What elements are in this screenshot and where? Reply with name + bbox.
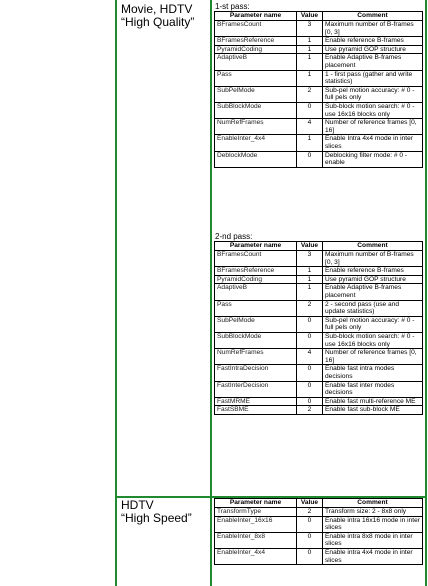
comment-cell: Enable intra 8x8 mode in inter slices bbox=[323, 532, 423, 548]
comment-cell: Enable Adaptive B-frames placement bbox=[323, 54, 423, 70]
parameter-name-cell: PyramidCoding bbox=[215, 275, 297, 284]
comment-cell: Transform size: 2 - 8x8 only bbox=[323, 508, 423, 517]
value-cell: 3 bbox=[297, 21, 323, 37]
table-header-row bbox=[215, 499, 423, 508]
value-cell: 0 bbox=[297, 316, 323, 332]
comment-cell: Sub-pel motion accuracy: # 0 - full pels only bbox=[323, 86, 423, 102]
comment-cell: Enable fast multi-reference ME bbox=[323, 397, 423, 406]
comment-cell: Deblocking filter mode: # 0 - enable bbox=[323, 151, 423, 167]
table-row bbox=[215, 548, 423, 564]
parameter-name-cell: AdaptiveB bbox=[215, 284, 297, 300]
column-header-value: Value bbox=[297, 499, 323, 508]
comment-cell: Sub-block motion search: # 0 - use 16x16 blocks only bbox=[323, 102, 423, 118]
table-body bbox=[215, 21, 423, 168]
comment-cell: Enable reference B-frames bbox=[323, 37, 423, 46]
parameter-name-cell: NumRefFrames bbox=[215, 349, 297, 365]
table-row bbox=[215, 86, 423, 102]
value-cell: 0 bbox=[297, 151, 323, 167]
parameter-name-cell: SubBlockMode bbox=[215, 102, 297, 118]
parameter-name-cell: Pass bbox=[215, 300, 297, 316]
table-border-middle bbox=[210, 0, 212, 586]
parameter-table bbox=[214, 11, 423, 168]
comment-cell: Enable reference B-frames bbox=[323, 267, 423, 276]
value-cell: 1 bbox=[297, 284, 323, 300]
parameter-name-cell: SubBlockMode bbox=[215, 332, 297, 348]
comment-cell: Use pyramid GOP structure bbox=[323, 45, 423, 54]
value-cell: 0 bbox=[297, 548, 323, 564]
table-row bbox=[215, 532, 423, 548]
parameter-name-cell: NumRefFrames bbox=[215, 119, 297, 135]
column-header-value: Value bbox=[297, 12, 323, 21]
value-cell: 4 bbox=[297, 349, 323, 365]
table-row bbox=[215, 365, 423, 381]
table-row bbox=[215, 397, 423, 406]
parameter-name-cell: EnableInter_16x16 bbox=[215, 516, 297, 532]
table-border-left bbox=[115, 0, 117, 586]
table-row bbox=[215, 406, 423, 415]
table-row bbox=[215, 284, 423, 300]
comment-cell: Use pyramid GOP structure bbox=[323, 275, 423, 284]
table-row bbox=[215, 54, 423, 70]
preset-title bbox=[121, 3, 194, 29]
comment-cell: Enable fast intra modes decisions bbox=[323, 365, 423, 381]
value-cell: 2 bbox=[297, 86, 323, 102]
comment-cell: Enable intra 4x4 mode in inter slices bbox=[323, 548, 423, 564]
preset-title-line2: “High Speed” bbox=[121, 511, 192, 525]
table-row bbox=[215, 102, 423, 118]
table-row bbox=[215, 70, 423, 86]
pass-title: 1-st pass: bbox=[215, 2, 250, 11]
table-row bbox=[215, 267, 423, 276]
value-cell: 0 bbox=[297, 365, 323, 381]
value-cell: 0 bbox=[297, 332, 323, 348]
parameter-name-cell: FastIntraDecision bbox=[215, 365, 297, 381]
value-cell: 1 bbox=[297, 267, 323, 276]
comment-cell: Maximum number of B-frames [0, 3] bbox=[323, 251, 423, 267]
column-header-comment: Comment bbox=[323, 499, 423, 508]
comment-cell: Number of reference frames [0, 16] bbox=[323, 119, 423, 135]
table-header-row bbox=[215, 242, 423, 251]
parameter-name-cell: SubPelMode bbox=[215, 86, 297, 102]
parameter-name-cell: SubPelMode bbox=[215, 316, 297, 332]
parameter-name-cell: BFramesReference bbox=[215, 37, 297, 46]
value-cell: 2 bbox=[297, 406, 323, 415]
parameter-name-cell: FastSBME bbox=[215, 406, 297, 415]
preset-title-line1: HDTV bbox=[121, 498, 154, 512]
comment-cell: Sub-pel motion accuracy: # 0 - full pels only bbox=[323, 316, 423, 332]
table-row bbox=[215, 300, 423, 316]
comment-cell: Enable Intra 4x4 mode in inter slices bbox=[323, 135, 423, 151]
comment-cell: Enable Adaptive B-frames placement bbox=[323, 284, 423, 300]
parameter-name-cell: EnableInter_4x4 bbox=[215, 548, 297, 564]
table-row bbox=[215, 332, 423, 348]
comment-cell: Enable intra 16x16 mode in inter slices bbox=[323, 516, 423, 532]
parameter-name-cell: BFramesReference bbox=[215, 267, 297, 276]
value-cell: 2 bbox=[297, 300, 323, 316]
value-cell: 0 bbox=[297, 532, 323, 548]
value-cell: 3 bbox=[297, 251, 323, 267]
value-cell: 0 bbox=[297, 516, 323, 532]
table-row bbox=[215, 37, 423, 46]
parameter-name-cell: AdaptiveB bbox=[215, 54, 297, 70]
pass-title: 2-nd pass: bbox=[215, 232, 253, 241]
parameter-name-cell: EnableInter_8x8 bbox=[215, 532, 297, 548]
comment-cell: 1 - first pass (gather and write statistics) bbox=[323, 70, 423, 86]
value-cell: 1 bbox=[297, 45, 323, 54]
table-row bbox=[215, 21, 423, 37]
comment-cell: 2 - second pass (use and update statistics) bbox=[323, 300, 423, 316]
table-row bbox=[215, 516, 423, 532]
value-cell: 2 bbox=[297, 508, 323, 517]
comment-cell: Enable fast sub-block ME bbox=[323, 406, 423, 415]
parameter-name-cell: DeblockMode bbox=[215, 151, 297, 167]
parameter-name-cell: Pass bbox=[215, 70, 297, 86]
table-header-row bbox=[215, 12, 423, 21]
parameter-name-cell: FastInterDecision bbox=[215, 381, 297, 397]
preset-title-line1: Movie, HDTV bbox=[121, 2, 193, 16]
parameter-name-cell: TransformType bbox=[215, 508, 297, 517]
column-header-parameter: Parameter name bbox=[215, 242, 297, 251]
comment-cell: Sub-block motion search: # 0 - use 16x16 blocks only bbox=[323, 332, 423, 348]
table-row bbox=[215, 275, 423, 284]
table-body bbox=[215, 251, 423, 415]
value-cell: 1 bbox=[297, 135, 323, 151]
column-header-parameter: Parameter name bbox=[215, 12, 297, 21]
column-header-value: Value bbox=[297, 242, 323, 251]
parameter-name-cell: BFramesCount bbox=[215, 251, 297, 267]
value-cell: 1 bbox=[297, 37, 323, 46]
parameter-table bbox=[214, 498, 423, 565]
comment-cell: Maximum number of B-frames [0, 3] bbox=[323, 21, 423, 37]
value-cell: 1 bbox=[297, 275, 323, 284]
parameter-name-cell: BFramesCount bbox=[215, 21, 297, 37]
parameter-table bbox=[214, 241, 423, 415]
comment-cell: Number of reference frames [0, 16] bbox=[323, 349, 423, 365]
parameter-name-cell: EnableInter_4x4 bbox=[215, 135, 297, 151]
column-header-comment: Comment bbox=[323, 242, 423, 251]
parameter-name-cell: FastMRME bbox=[215, 397, 297, 406]
table-border-right bbox=[425, 0, 427, 586]
table-row bbox=[215, 45, 423, 54]
value-cell: 0 bbox=[297, 381, 323, 397]
table-row bbox=[215, 251, 423, 267]
comment-cell: Enable fast inter modes decisions bbox=[323, 381, 423, 397]
table-body bbox=[215, 508, 423, 565]
table-row bbox=[215, 381, 423, 397]
table-row bbox=[215, 508, 423, 517]
value-cell: 0 bbox=[297, 397, 323, 406]
value-cell: 0 bbox=[297, 102, 323, 118]
column-header-comment: Comment bbox=[323, 12, 423, 21]
table-row bbox=[215, 119, 423, 135]
value-cell: 1 bbox=[297, 54, 323, 70]
value-cell: 1 bbox=[297, 70, 323, 86]
preset-title bbox=[121, 499, 192, 525]
preset-title-line2: “High Quality” bbox=[121, 15, 195, 29]
table-row bbox=[215, 349, 423, 365]
table-row bbox=[215, 151, 423, 167]
table-row bbox=[215, 135, 423, 151]
column-header-parameter: Parameter name bbox=[215, 499, 297, 508]
table-row bbox=[215, 316, 423, 332]
value-cell: 4 bbox=[297, 119, 323, 135]
parameter-name-cell: PyramidCoding bbox=[215, 45, 297, 54]
